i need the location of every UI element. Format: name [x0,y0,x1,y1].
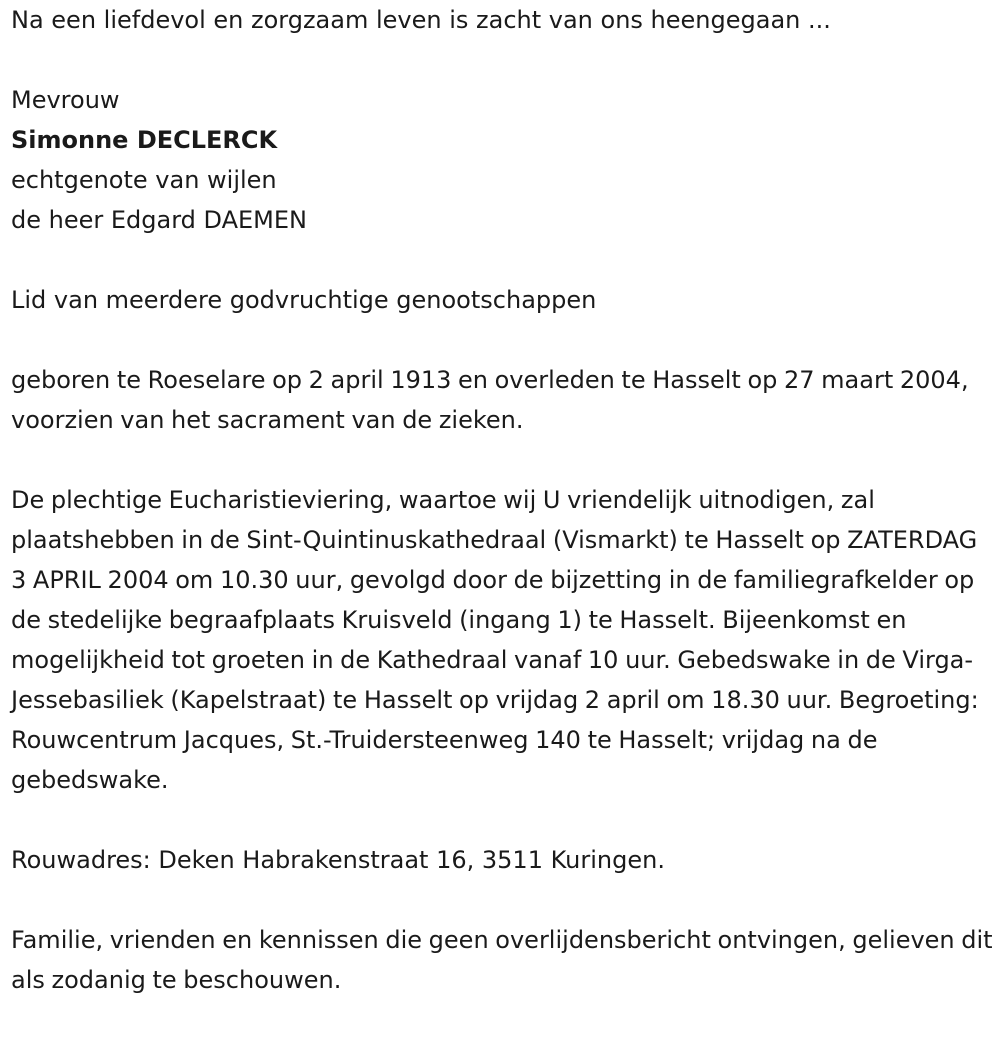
spacer [11,880,993,920]
relation-line: echtgenote van wijlen [11,166,277,194]
closing-paragraph: Familie, vrienden en kennissen die geen overlijdensbericht ontvingen, gelieven dit als zodanig te beschouwen. [11,926,993,994]
deceased-name: Simonne DECLERCK [11,126,278,154]
membership-line: Lid van meerdere godvruchtige genootschappen [11,286,597,314]
spacer [11,240,993,280]
ceremony-paragraph: De plechtige Eucharistieviering, waartoe wij U vriendelijk uitnodigen, zal plaatshebben in de Sint-Quintinuskathedraal (Vismarkt) te Hasselt op ZATERDAG 3 APRIL 2004 om 10.30 uur, gevolgd door de bijzetting in de familiegrafkelder op de stedelijke begraafplaats Kruisveld (ingang 1) te Hasselt. Bijeenkomst en mogelijkheid tot groeten in de Kathedraal vanaf 10 uur. Gebedswake in de Virga-Jessebasiliek (Kapelstraat) te Hasselt op vrijdag 2 april om 18.30 uur. Begroeting: Rouwcentrum Jacques, St.-Truidersteenweg 140 te Hasselt; vrijdag na de gebedswake. [11,486,979,794]
obituary-document [11,0,993,1000]
spacer [11,440,993,480]
honorific: Mevrouw [11,86,120,114]
opening-line: Na een liefdevol en zorgzaam leven is zacht van ons heengegaan ... [11,6,831,34]
birth-death-paragraph: geboren te Roeselare op 2 april 1913 en overleden te Hasselt op 27 maart 2004, voorzien van het sacrament van de zieken. [11,366,969,434]
mourning-address: Rouwadres: Deken Habrakenstraat 16, 3511 Kuringen. [11,846,665,874]
spacer [11,320,993,360]
spacer [11,40,993,80]
spouse-line: de heer Edgard DAEMEN [11,206,307,234]
spacer [11,800,993,840]
